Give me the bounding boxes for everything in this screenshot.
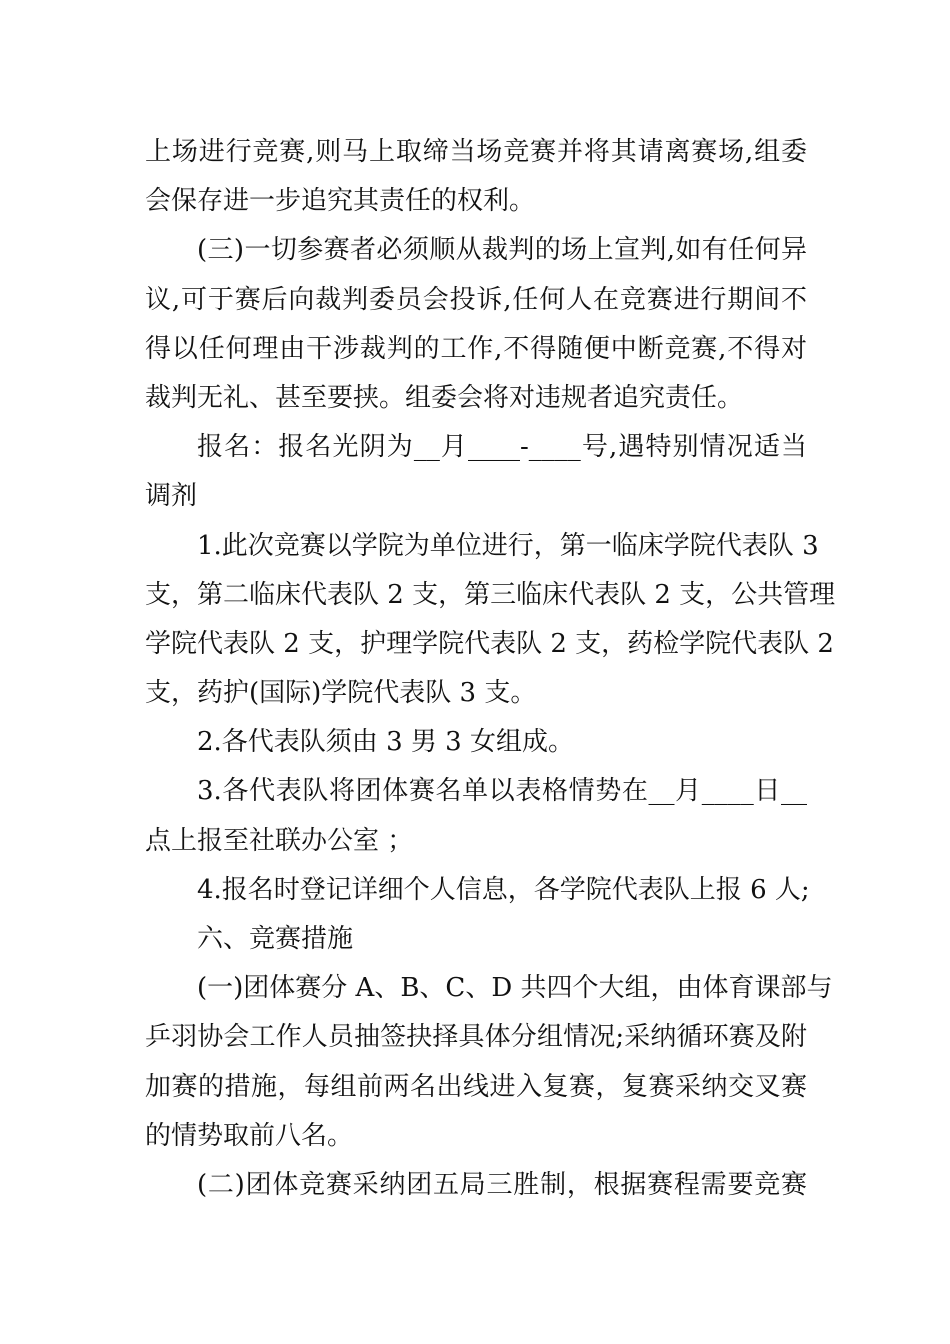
document-body: [145, 128, 836, 1210]
text-line: 1.此次竞赛以学院为单位进行，第一临床学院代表队 3: [197, 530, 819, 561]
text-line: 得以任何理由干涉裁判的工作,不得随便中断竞赛,不得对: [145, 333, 807, 364]
text-line: 上场进行竞赛,则马上取缔当场竞赛并将其请离赛场,组委: [145, 137, 807, 167]
text-line: 议,可于赛后向裁判委员会投诉,任何人在竞赛进行期间不: [145, 284, 807, 315]
text-line: (一)团体赛分 A、B、C、D 共四个大组，由体育课部与: [197, 973, 833, 1004]
text-line: 加赛的措施，每组前两名出线进入复赛，复赛采纳交叉赛: [145, 1071, 807, 1102]
text-line: 会保存进一步追究其责任的权利。: [145, 186, 536, 217]
text-line: 3.各代表队将团体赛名单以表格情势在__月____日__: [197, 776, 807, 807]
text-line: 的情势取前八名。: [145, 1120, 354, 1151]
text-line: 支，药护(国际)学院代表队 3 支。: [145, 678, 537, 709]
text-line: (三)一切参赛者必须顺从裁判的场上宣判,如有任何异: [197, 235, 807, 266]
text-line: 学院代表队 2 支，护理学院代表队 2 支，药检学院代表队 2: [145, 628, 834, 659]
text-line: 点上报至社联办公室 ；: [145, 825, 414, 856]
text-line: 六、竞赛措施: [197, 924, 354, 954]
text-line: 裁判无礼、甚至要挟。组委会将对违规者追究责任。: [145, 382, 744, 413]
text-line: 报名：报名光阴为__月____-____号,遇特别情况适当: [197, 432, 807, 463]
text-line: 乒羽协会工作人员抽签抉择具体分组情况;采纳循环赛及附: [145, 1022, 807, 1053]
text-line: 2.各代表队须由 3 男 3 女组成。: [197, 727, 574, 758]
text-line: 支，第二临床代表队 2 支，第三临床代表队 2 支，公共管理: [145, 579, 836, 610]
text-line: 4.报名时登记详细个人信息，各学院代表队上报 6 人;: [197, 874, 810, 905]
text-line: 调剂: [145, 481, 198, 512]
text-line: (二)团体竞赛采纳团五局三胜制，根据赛程需要竞赛: [197, 1169, 807, 1200]
